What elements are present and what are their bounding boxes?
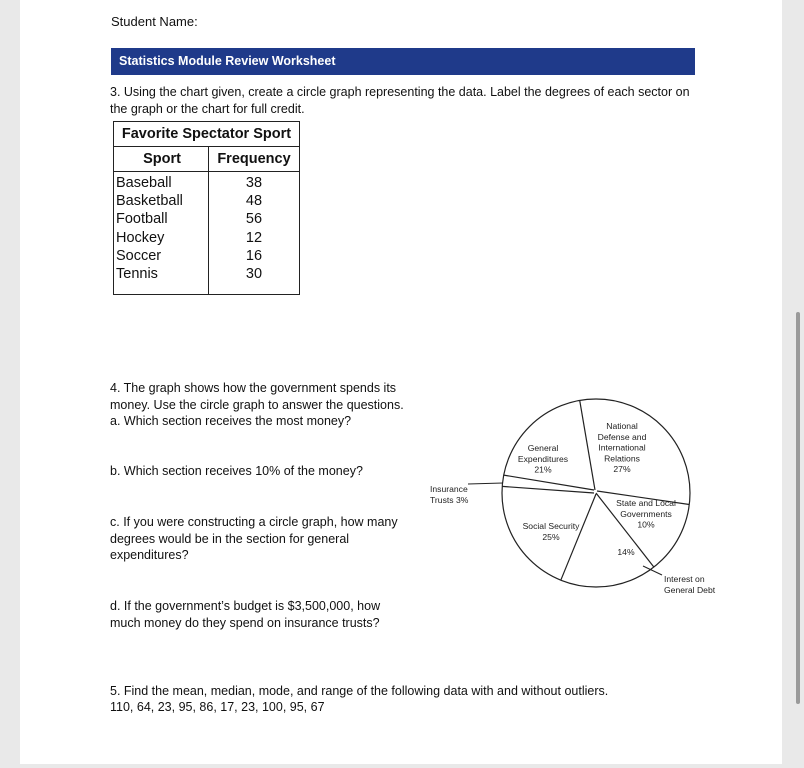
pie-slice-boundary-interest-social bbox=[561, 494, 596, 580]
worksheet-title-banner: Statistics Module Review Worksheet bbox=[111, 48, 695, 75]
question-5-prompt: 5. Find the mean, median, mode, and range of the following data with and without outliers. bbox=[110, 684, 609, 698]
question-4b: b. Which section receives 10% of the money? bbox=[110, 464, 363, 478]
sport-frequency: 48 bbox=[245, 193, 263, 210]
sport-name: Soccer bbox=[116, 247, 162, 264]
sport-frequency: 38 bbox=[245, 175, 263, 191]
sport-frequency: 16 bbox=[245, 247, 263, 264]
question-3-prompt: 3. Using the chart given, create a circle graph representing the data. Label the degrees of each sector on the graph or the chart for full credit. bbox=[110, 85, 690, 116]
question-4c: c. If you were constructing a circle graph, how many degrees would be in the section for general expenditures? bbox=[110, 515, 398, 562]
sport-name: Hockey bbox=[116, 229, 165, 246]
question-4d: d. If the government’s budget is $3,500,000, how much money do they spend on insurance trusts? bbox=[110, 599, 381, 630]
pie-label-state-local: State and Local Governments 10% bbox=[616, 498, 676, 530]
pie-label-interest-pct: 14% bbox=[617, 547, 635, 557]
table-title: Favorite Spectator Sport bbox=[114, 122, 300, 147]
column-header-frequency: Frequency bbox=[209, 147, 300, 172]
sport-name: Tennis bbox=[116, 266, 158, 283]
sport-name: Baseball bbox=[116, 175, 172, 191]
pie-label-insurance-trusts: Insurance Trusts 3% bbox=[430, 484, 469, 505]
question-4a: a. Which section receives the most money? bbox=[110, 414, 352, 428]
question-4-intro-text: 4. The graph shows how the government spends its money. Use the circle graph to answer the questions. bbox=[110, 381, 404, 412]
sport-name: Football bbox=[116, 211, 168, 228]
pie-label-interest-debt: Interest on General Debt bbox=[664, 574, 716, 595]
sport-frequency: 30 bbox=[245, 266, 263, 283]
pie-label-general-expenditures: General Expenditures 21% bbox=[517, 443, 569, 475]
sport-frequency: 56 bbox=[245, 211, 263, 228]
pie-label-national-defense: National Defense and International Relations 27% bbox=[597, 421, 647, 475]
question-5-data: 110, 64, 23, 95, 86, 17, 23, 100, 95, 67 bbox=[110, 700, 325, 714]
sport-frequency: 12 bbox=[245, 229, 263, 246]
insurance-leader-line bbox=[468, 483, 503, 484]
pie-slice-boundary-defense-general bbox=[580, 400, 595, 490]
interest-leader-line bbox=[643, 566, 662, 575]
pie-label-social-security: Social Security 25% bbox=[522, 521, 580, 542]
column-header-sport: Sport bbox=[114, 147, 209, 172]
student-name-label: Student Name: bbox=[111, 14, 198, 29]
sport-name: Basketball bbox=[116, 193, 183, 210]
